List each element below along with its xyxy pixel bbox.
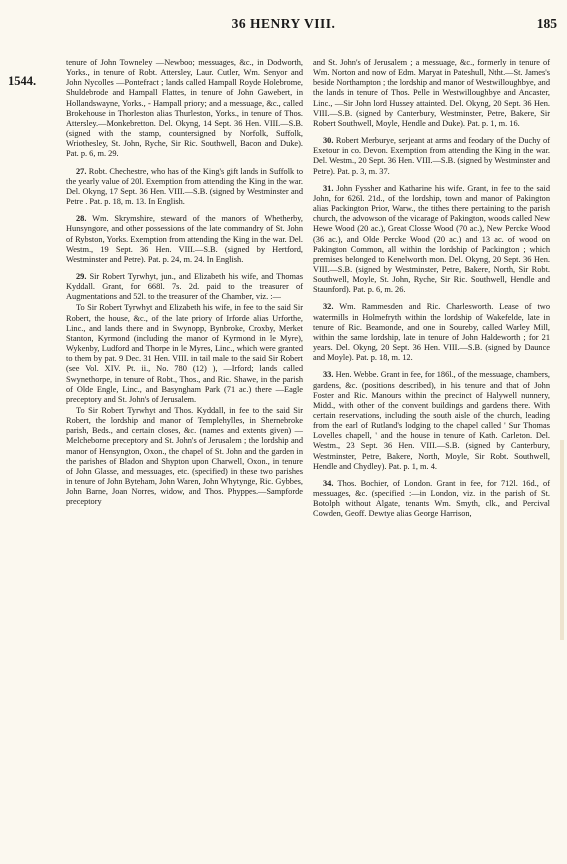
entry-paragraph [66, 406, 303, 508]
entry [66, 214, 303, 265]
entry-number: 32. [323, 302, 334, 312]
entry [313, 136, 550, 177]
entry-paragraph [313, 184, 550, 296]
entry-paragraph [66, 272, 303, 302]
entry-paragraph [66, 303, 303, 405]
entry [313, 184, 550, 296]
right-column [313, 58, 550, 527]
entry-paragraph [313, 136, 550, 177]
entry-paragraph [313, 58, 550, 129]
entry-number: 27. [76, 166, 87, 176]
running-title: 36 HENRY VIII. [231, 16, 336, 31]
entry-paragraph [313, 370, 550, 472]
entry-text: John Fyssher and Katharine his wife. Grant, in fee to the said John, for 626l. 21d., of the lordship, town and manor of Pakington alias Packington Prior, Warw., the tithes there pertaining to the parish church, the advowson of the vicarage of Pakington, woods called New Hewe Wood (20 ac.), Great Closse Wood (70 ac.), New Percke Wood (36 ac.), and Olde Percke Wood (20 ac.) and 13 ac. of wood on Pakington Common, all within the lordship of Packington ; which premises belonged to Kenelworth mon. Del. Okyng, 20 Sept. 36 Hen. VIII.—S.B. (signed by Westminster, Petre, Bakere, North, Sir Robt. Southwell, Moyle, St. John, Ryche, Sir Ric. Southwell, Hendle and Staunford). Pat. p. 6, m. 26. [313, 183, 550, 295]
entry-text: To Sir Robert Tyrwhyt and Elizabeth his wife, in fee to the said Sir Robert, the house, &c., of the late priory of Irforde alias Urforthe, Linc., and lands there and in Swynopp, Bynbroke, Croxby, Merket Stanton, Kyrmond (including the manor of Kyrmond in le Myre), Wykenby, Ludford and Thorpe in le Myres, Linc., which were granted to them by pat. 9 Dec. 31 Hen. VIII. in tail male to the said Sir Robert (see Vol. XIV. Pt. ii., No. 780 (12) ), —Irford; lands called Swynethorpe, in tenure of Robt., Thos., and Ric. Shawe, in the parish of Olde Engle, Linc., and Basyngham Park (71 ac.) there —Eagle preceptory and St. John's of Jerusalem. [66, 303, 303, 404]
entry-number: 31. [323, 183, 334, 193]
entry-text: Wm. Rammesden and Ric. Charlesworth. Lease of two watermills in Holmefryth within the lordship of Wakefelde, late in tenure of Ric. Beamonde, and one in Soureby, called Warley Mill, within the same lordship, late in tenure of John Haldeworth ; for 21 years. Del. Okyng, 20 Sept. 36 Hen. VIII.—S.B. (signed by Daunce and Moyle). Pat. p. 18, m. 12. [313, 302, 550, 363]
entry-text: tenure of John Towneley —Newboo; messuages, &c., in Dodworth, Yorks., in tenure of Robt. Attersley, Laur. Cutler, Wm. Senyor and John Nycolles —Pontefract ; lands called Hampall Royde Holebrome, Shuldebrode and Hampall Flattes, in tenure of John Gawebert, in Hollandswayne, Yorks., - Hampall priory; and a messuage, &c., called Brokehouse in Thorleston alias Thurleston, Yorks., in tenure of Thos. Attersley.—Monkebretton. Del. Okyng, 14 Sept. 36 Hen. VIII.—S.B. (signed with the stamp, countersigned by Norfolk, Suffolk, Wriothesley, St. John, Ryche, Sir Ric. Southwell, Bacon and Duke). Pat. p. 6, m. 29. [66, 58, 303, 159]
entry-text: Thos. Bochier, of London. Grant in fee, for 712l. 16d., of messuages, &c. (specified :—in London, viz. in the parish of St. Botolph without Algate, tenants Wm. Smyth, clk., and Percival Cowden, Geoff. Dewtye alias George Harrison, [313, 478, 551, 519]
entry-number: 30. [323, 136, 334, 146]
entry-text: Robt. Chechestre, who has of the King's gift lands in Suffolk to the yearly value of 20l. Exemption from attending the King in the war. Del. Okyng, 17 Sept. 36 Hen. VIII.—S.B. (signed by Westminster and Petre . Pat. p. 18, m. 13. In English. [66, 166, 304, 207]
entry-paragraph [66, 167, 303, 208]
entry [66, 58, 303, 160]
entry-paragraph [313, 479, 550, 520]
entry-number: 29. [76, 271, 87, 281]
entry-paragraph [66, 214, 303, 265]
entry [313, 370, 550, 472]
text-columns [66, 58, 550, 527]
entry-text: Sir Robert Tyrwhyt, jun., and Elizabeth his wife, and Thomas Kyddall. Grant, for 668l. 7s. 2d. paid to the treasurer of Augmentations and 52l. to the treasurer of the Chamber, viz. :— [66, 271, 303, 302]
entry [313, 302, 550, 363]
entry [313, 58, 550, 129]
entry-text: To Sir Robert Tyrwhyt and Thos. Kyddall, in fee to the said Sir Robert, the lordship and manor of Templehylles, in Shernebroke parish, Beds., and certain closes, &c. (names and extents given) — Melcheborne preceptory and St. John's of Jerusalem ; the lordship and manor of Hensyngton, Oxon., the chapel of St. John and the garden in the parishes of Bladon and Shypton upon Charwell, Oxon., in tenure of John Glasse, and messuages, etc. (specified) in these two parishes in tenure of John Byteham, John Waren, John Whytynge, Ric. Gybbes, John Barne, Joan Norres, widow, and Thos. Phyppes.—Sampforde preceptory [66, 406, 303, 507]
page-number: 185 [536, 16, 557, 31]
entry [66, 167, 303, 208]
entry-paragraph [313, 302, 550, 363]
entry-text: Hen. Webbe. Grant in fee, for 186l., of the messuage, chambers, gardens, &c. (positions described), in his tenure and that of John Foster and Ric. Manours within the precinct of Halywell nunnery, Midd., with other of the convent buildings and gardens there. With certain reservations, including the south aisle of the church, leading from the earl of Rutland's lodging to the chapel called ' Sur Thomas Lovelles chapell, ' and the house in tenure of Kath. Carleton. Del. Westm., 23 Sept. 36 Hen. VIII.—S.B. (signed by Canterbury, Westminster, Petre, Bakere, North, Moyle, Sir Robt. Southwell, Hendle and Chydley). Pat. p. 1, m. 4. [313, 370, 550, 471]
entry-number: 34. [323, 478, 334, 488]
page-header [0, 16, 567, 36]
entry-text: and St. John's of Jerusalem ; a messuage, &c., formerly in tenure of Wm. Norton and now of Edm. Maryat in Pateshull, Ntht.—St. James's beside Northampton ; the lordship and manor of Westwilloughbye, and the lands in tenure of Thos. Pelle in Westwilloughbye and Ancaster, Linc., —Sir John lord Hussey attainted. Del. Okyng, 20 Sept. 36 Hen. VIII.—S.B. (signed by Canterbury, Westminster, Petre, Bakere, Sir Robert Southwell, Moyle, Hendle and Duke). Pat. p. 1, m. 16. [313, 58, 550, 128]
left-column [66, 58, 303, 527]
year-marker: 1544. [8, 74, 37, 88]
entry-text: Wm. Skrymshire, steward of the manors of Whetherby, Hunsyngore, and other possessions of the late commandry of St. John of Rybston, Yorks. Exemption from attending the King in the war. Del. Westm., 19 Sept. 36 Hen. VIII.—S.B. (signed by Hertford, Westminster and Petre). Pat. p. 24, m. 24. In English. [66, 214, 303, 264]
entry-number: 33. [323, 370, 334, 380]
entry-text: Robert Merburye, serjeant at arms and feodary of the Duchy of Exetour in co. Devon. Exemption from attending the King in the war. Del. Westm., 20 Sept. 36 Hen. VIII.—S.B. (signed by Westminster and Petre). Pat. p. 3, m. 37. [313, 136, 550, 176]
library-stamp [560, 440, 564, 640]
entry [313, 479, 550, 520]
entry-paragraph [66, 58, 303, 160]
entry-number: 28. [76, 214, 87, 224]
entry [66, 272, 303, 508]
